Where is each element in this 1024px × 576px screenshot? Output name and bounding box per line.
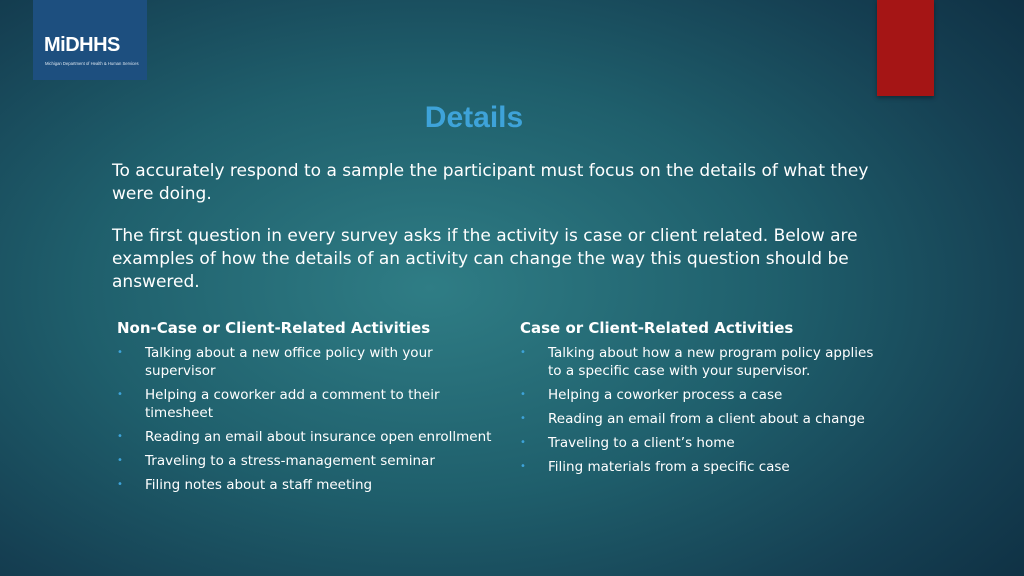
list-item-text: Reading an email about insurance open enrollment (145, 429, 492, 445)
list-item (117, 344, 497, 380)
list-item-text: Filing notes about a staff meeting (145, 477, 373, 493)
slide-title: Details (424, 101, 524, 134)
list-item-text: Filing materials from a specific case (548, 459, 790, 475)
non-case-list (117, 344, 497, 494)
non-case-heading: Non-Case or Client-Related Activities (117, 319, 431, 337)
logo-subtitle: Michigan Department of Health & Human Services (45, 61, 139, 66)
bullet-icon: • (520, 413, 526, 424)
list-item (117, 452, 497, 470)
decorative-red-bar (877, 0, 934, 96)
list-item (117, 428, 497, 446)
list-item-text: Talking about how a new program policy applies to a specific case with your supervisor. (548, 345, 874, 379)
bullet-icon: • (117, 455, 123, 466)
list-item-text: Reading an email from a client about a change (548, 411, 865, 427)
case-heading: Case or Client-Related Activities (520, 319, 794, 337)
list-item (117, 476, 497, 494)
bullet-icon: • (520, 437, 526, 448)
list-item-text: Traveling to a client’s home (548, 435, 735, 451)
non-case-column (117, 318, 497, 500)
list-item (520, 344, 890, 380)
question-paragraph: The first question in every survey asks if the activity is case or client related. Below are examples of how the details of an activity can change the way this question should be answered. (112, 226, 858, 292)
logo-mark: MiDHHS (44, 34, 120, 56)
bullet-icon: • (117, 389, 123, 400)
case-column (520, 318, 890, 482)
list-item-text: Talking about a new office policy with your supervisor (145, 345, 433, 379)
list-item (520, 434, 890, 452)
bullet-icon: • (117, 347, 123, 358)
list-item (520, 386, 890, 404)
case-list (520, 344, 890, 476)
list-item-text: Helping a coworker add a comment to their timesheet (145, 387, 440, 421)
list-item (117, 386, 497, 422)
bullet-icon: • (117, 479, 123, 490)
list-item-text: Traveling to a stress-management seminar (145, 453, 435, 469)
mdhhs-logo (33, 0, 147, 80)
bullet-icon: • (520, 461, 526, 472)
bullet-icon: • (520, 347, 526, 358)
list-item (520, 410, 890, 428)
intro-paragraph: To accurately respond to a sample the participant must focus on the details of what they were doing. (112, 161, 869, 204)
bullet-icon: • (520, 389, 526, 400)
list-item (520, 458, 890, 476)
list-item-text: Helping a coworker process a case (548, 387, 783, 403)
bullet-icon: • (117, 431, 123, 442)
